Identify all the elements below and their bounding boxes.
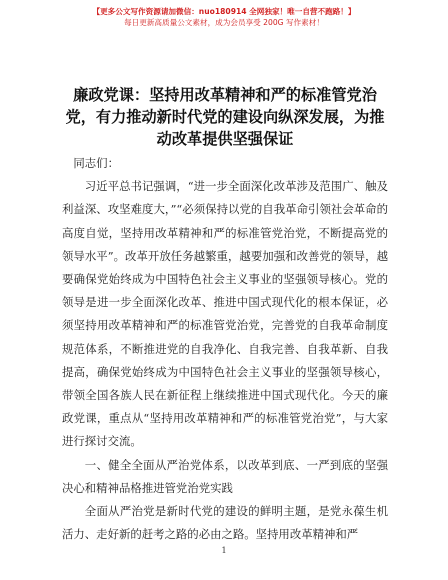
document-title: 廉政党课：坚持用改革精神和严的标准管党治党，有力推动新时代党的建设向纵深发展，为推动改革提供坚强保证	[65, 86, 385, 148]
promo-banner-line-2: 每日更新高质量公文素材，成为会员享受 200G 写作素材！	[124, 18, 324, 27]
promo-banner-line-1: 【更多公文写作资源请加微信：nuo180914 全网独家！唯一自营不跑路！】	[92, 7, 356, 16]
section-heading: 一、健全全面从严治党体系，以改革到底、一严到底的坚强决心和精神品格推进管党治党实践	[62, 457, 388, 495]
document-body	[62, 152, 388, 546]
greeting: 同志们：	[73, 156, 119, 170]
page-number: 1	[221, 546, 227, 555]
paragraph: 习近平总书记强调，“进一步全面深化改革涉及范围广、触及利益深、攻坚难度大，”“必须保持以党的自我革命引领社会革命的高度自觉，坚持用改革精神和严的标准管党治党，不断提高党的领导水平”。改革开放任务越繁重，越要加强和改善党的领导，越要确保党始终成为中国特色社会主义事业的坚强领导核心。党的领导是进一步全面深化改革、推进中国式现代化的根本保证，必须坚持用改革精神和严的标准管党治党，完善党的自我革命制度规范体系，不断推进党的自我净化、自我完善、自我革新、自我提高，确保党始终成为中国特色社会主义事业的坚强领导核心，带领全国各族人民在新征程上继续推进中国式现代化。今天的廉政党课，重点从“坚持用改革精神和严的标准管党治党”，与大家进行探讨交流。	[62, 179, 388, 449]
paragraph: 全面从严治党是新时代党的建设的鲜明主题，是党永葆生机活力、走好新的赶考之路的必由之路。坚持用改革精神和严	[62, 504, 388, 542]
promo-banner	[0, 6, 448, 28]
